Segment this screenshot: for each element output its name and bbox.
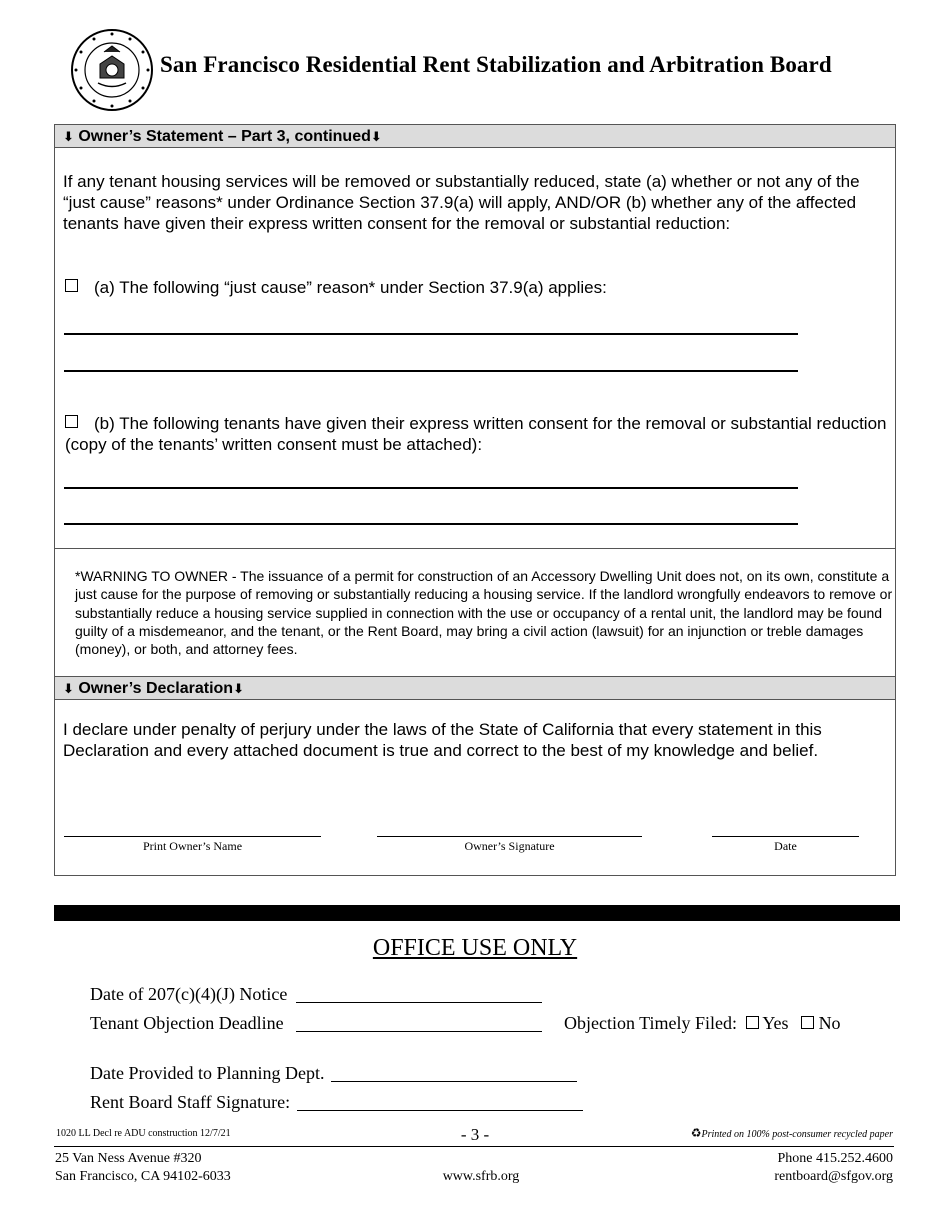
option-b-line-2[interactable] bbox=[64, 523, 798, 525]
print-name-label: Print Owner’s Name bbox=[142, 839, 243, 853]
statement-intro: If any tenant housing services will be removed or substantially reduced, state (a) whether or not any of the “just cause” reasons* under Ordinance Section 37.9(a) will apply, AND/OR (b) whether any of the affected tenants have given their express written consent for the removal or substantial reduction: bbox=[63, 172, 860, 233]
staff-signature-row bbox=[90, 1092, 583, 1113]
timely-filed-yes-label: Yes bbox=[762, 1013, 789, 1033]
office-use-divider-bar bbox=[54, 905, 900, 921]
owners-declaration-title: Owner’s Declaration bbox=[78, 680, 234, 697]
timely-filed-no-checkbox[interactable] bbox=[801, 1016, 814, 1029]
owners-statement-title: Owner’s Statement – Part 3, continued bbox=[78, 128, 371, 145]
website-link[interactable]: www.sfrb.org bbox=[442, 1169, 520, 1184]
notice-date-row bbox=[90, 984, 542, 1005]
option-a-checkbox[interactable] bbox=[65, 279, 78, 292]
timely-filed-yes-checkbox[interactable] bbox=[746, 1016, 759, 1029]
option-a-line-2[interactable] bbox=[64, 370, 798, 372]
down-arrow-icon: ⬇ bbox=[233, 681, 244, 696]
option-b-line-1[interactable] bbox=[64, 487, 798, 489]
warning-to-owner: *WARNING TO OWNER - The issuance of a permit for construction of an Accessory Dwelling Unit does not, on its own, constitute a just cause for the purpose of removing or substantially reducing a housing service. If the landlord wrongfully endeavors to remove or substantially reduce a housing service supplied in connection with the use or occupancy of a rental unit, the landlord may be found guilty of a misdemeanor, and the tenant, or the Rent Board, may bring a civil action (lawsuit) for an injunction or treble damages (money), or both, and attorney fees. bbox=[75, 568, 893, 658]
objection-deadline-label: Tenant Objection Deadline bbox=[90, 1013, 284, 1033]
objection-deadline-row bbox=[90, 1013, 542, 1034]
down-arrow-icon: ⬇ bbox=[63, 681, 74, 696]
planning-date-label: Date Provided to Planning Dept. bbox=[90, 1063, 325, 1083]
signature-label: Owner’s Signature bbox=[464, 839, 555, 853]
timely-filed-label: Objection Timely Filed: bbox=[564, 1013, 738, 1033]
option-a-row bbox=[65, 277, 885, 298]
notice-date-label: Date of 207(c)(4)(J) Notice bbox=[90, 984, 288, 1004]
form-id: 1020 LL Decl re ADU construction 12/7/21 bbox=[56, 1128, 231, 1139]
owner-statement-form bbox=[54, 124, 896, 876]
down-arrow-icon: ⬇ bbox=[63, 129, 74, 144]
notice-date-field[interactable] bbox=[296, 1002, 542, 1003]
divider bbox=[55, 548, 895, 549]
city-seal-logo bbox=[70, 28, 154, 112]
organization-title: San Francisco Residential Rent Stabilization and Arbitration Board bbox=[160, 52, 832, 77]
planning-date-row bbox=[90, 1063, 577, 1084]
footer-contact bbox=[774, 1150, 893, 1186]
footer-rule bbox=[54, 1146, 894, 1147]
address-line-2: San Francisco, CA 94102-6033 bbox=[55, 1169, 231, 1184]
page-number: - 3 - bbox=[460, 1125, 490, 1144]
recycle-icon: ♻ bbox=[690, 1126, 702, 1140]
declaration-text: I declare under penalty of perjury under the laws of the State of California that every statement in this Declaration and every attached document is true and correct to the best of my knowledge and belief. bbox=[63, 720, 822, 760]
option-a-line-1[interactable] bbox=[64, 333, 798, 335]
date-label: Date bbox=[774, 839, 797, 853]
recycled-note: ♻Printed on 100% post-consumer recycled paper bbox=[690, 1126, 893, 1140]
date-field[interactable] bbox=[712, 836, 859, 837]
owners-declaration-header bbox=[55, 677, 895, 700]
option-b-row bbox=[65, 413, 891, 455]
office-use-title: OFFICE USE ONLY bbox=[372, 935, 578, 961]
timely-filed-row bbox=[564, 1013, 841, 1034]
objection-deadline-field[interactable] bbox=[296, 1031, 542, 1032]
option-a-label: (a) The following “just cause” reason* under Section 37.9(a) applies: bbox=[94, 278, 607, 297]
phone-number: Phone 415.252.4600 bbox=[777, 1151, 893, 1166]
staff-signature-field[interactable] bbox=[297, 1110, 583, 1111]
option-b-checkbox[interactable] bbox=[65, 415, 78, 428]
print-name-field[interactable] bbox=[64, 836, 321, 837]
signature-field[interactable] bbox=[377, 836, 642, 837]
owners-statement-header bbox=[55, 125, 895, 148]
down-arrow-icon: ⬇ bbox=[370, 129, 382, 144]
option-b-label: (b) The following tenants have given their express written consent for the removal or substantial reduction (copy of the tenants’ written consent must be attached): bbox=[65, 414, 887, 454]
timely-filed-no-label: No bbox=[818, 1013, 841, 1033]
planning-date-field[interactable] bbox=[331, 1081, 577, 1082]
email-link[interactable]: rentboard@sfgov.org bbox=[774, 1169, 893, 1184]
staff-signature-label: Rent Board Staff Signature: bbox=[90, 1092, 291, 1112]
address-line-1: 25 Van Ness Avenue #320 bbox=[55, 1151, 202, 1166]
